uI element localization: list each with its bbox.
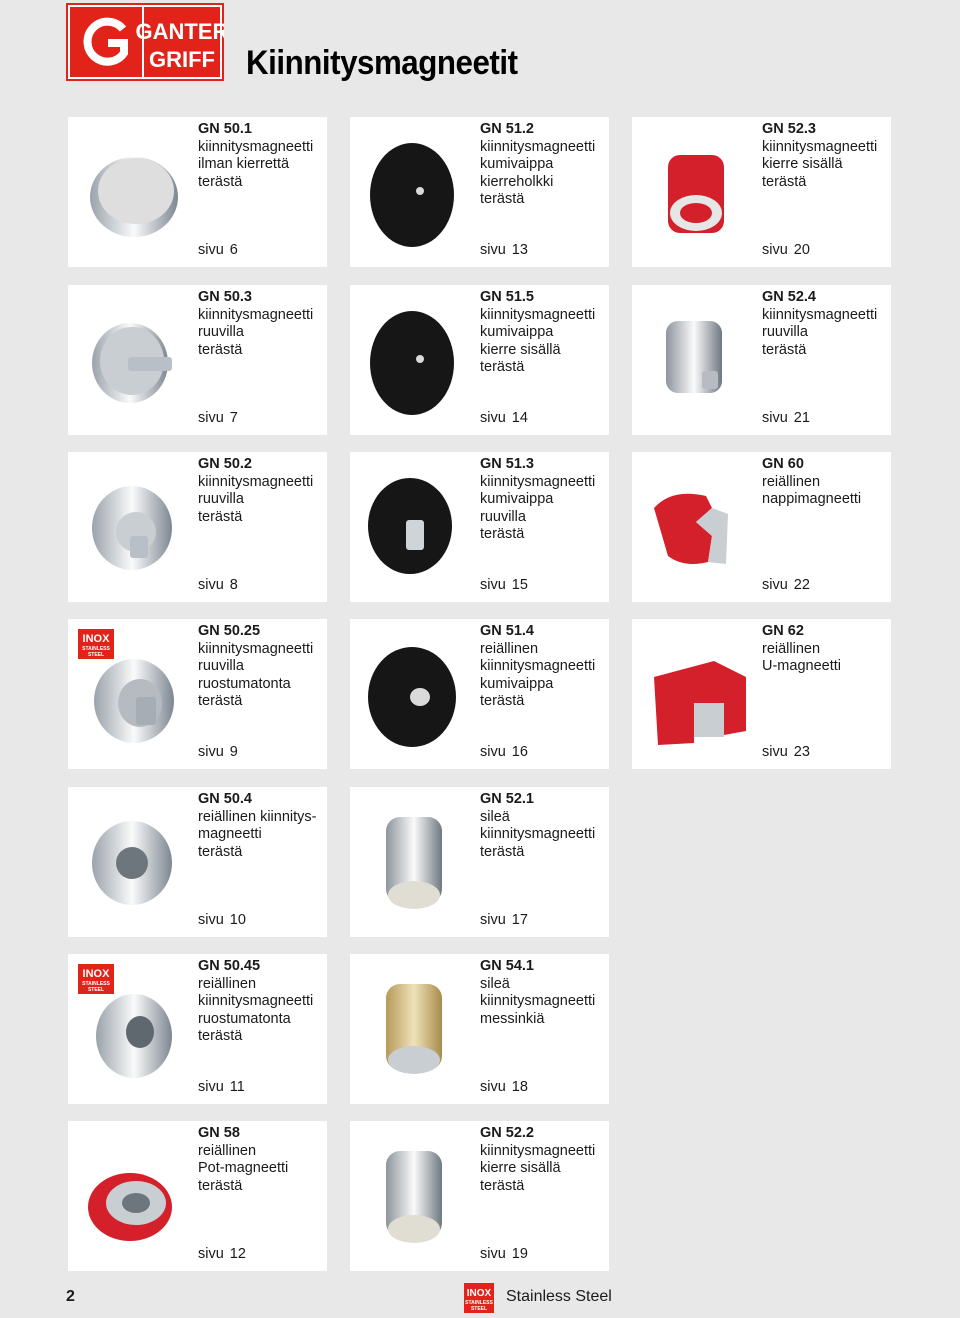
product-code: GN 51.4 [480,623,534,639]
product-spec-line: ruuvilla [198,324,244,340]
rubber-disc-icon [350,285,474,435]
rubber-disc-hole-icon [350,619,474,769]
product-spec-line: reiällinen kiinnitys- [198,808,317,825]
product-spec-line: terästä [198,693,243,709]
page-reference[interactable] [198,242,238,258]
page-label: sivu [480,744,506,760]
page-no: 23 [793,744,810,760]
product-spec-line: kiinnitysmagneetti [480,993,596,1009]
product-spec-line: ilman kierrettä [198,156,290,172]
product-code: GN 58 [198,1125,240,1141]
product-card[interactable] [68,1121,327,1271]
svg-text:STEEL: STEEL [470,1306,488,1312]
product-description [198,958,313,1046]
product-spec-line: terästä [480,359,525,375]
page-no: 17 [511,912,528,928]
product-card[interactable] [350,1121,609,1271]
product-spec-line: terästä [480,1177,525,1194]
product-code: GN 54.1 [480,958,534,974]
red-u-magnet-icon [632,619,756,769]
product-description [762,289,877,359]
product-spec-line: kiinnitysmagneetti [198,640,314,657]
product-code: GN 51.2 [480,121,534,137]
product-spec-line: Pot-magneetti [198,1160,289,1176]
page-reference[interactable] [762,744,810,760]
page-label: sivu [198,1246,224,1262]
rubber-disc-bolt-icon [350,452,474,602]
svg-text:STAINLESS: STAINLESS [82,646,110,652]
product-spec-line: terästä [198,341,243,358]
page-label: sivu [198,744,224,760]
product-spec-line: kiinnitysmagneetti [480,826,596,842]
product-code: GN 52.4 [762,289,816,305]
product-spec-line: terästä [480,843,525,860]
page-no: 21 [793,410,810,426]
page-no: 8 [229,577,238,593]
product-spec-line: kiinnitysmagneetti [762,306,878,323]
product-spec-line: ruuvilla [762,324,808,340]
product-description [762,121,877,191]
product-description [198,791,316,861]
page-label: sivu [198,242,224,258]
page-no: 20 [793,242,810,258]
product-spec-line: kierre sisällä [480,341,561,358]
product-code: GN 50.1 [198,121,252,137]
product-spec-line: reiällinen [762,473,821,490]
product-spec-line: terästä [762,173,807,190]
product-spec-line: kierre sisällä [480,1160,561,1176]
product-spec-line: ruuvilla [198,491,244,507]
product-spec-line: kiinnitysmagneetti [480,306,596,323]
product-spec-line: kiinnitysmagneetti [198,138,314,155]
svg-text:STEEL: STEEL [87,987,105,993]
page-reference[interactable] [198,1246,246,1262]
svg-text:INOX: INOX [82,968,110,980]
ganter-griff-logo [66,3,224,81]
page-reference[interactable] [198,410,238,426]
page-label: sivu [480,1246,506,1262]
product-card[interactable] [632,285,891,435]
page-no: 12 [229,1246,246,1262]
product-code: GN 50.2 [198,456,252,472]
product-description [198,121,313,191]
page-reference[interactable] [762,577,810,593]
product-code: GN 50.4 [198,791,252,807]
product-spec-line: reiällinen [480,640,539,657]
product-spec-line: terästä [480,526,525,542]
product-card[interactable] [350,619,609,769]
page-label: sivu [762,744,788,760]
product-spec-line: reiällinen [762,640,821,657]
product-card[interactable] [68,954,327,1104]
product-description [198,1125,288,1195]
product-spec-line: ruostumatonta [198,675,291,692]
page-no: 6 [229,242,238,258]
inox-badge-icon [464,1283,494,1318]
page-label: sivu [480,912,506,928]
rubber-disc-icon [350,117,474,267]
product-card[interactable] [632,619,891,769]
product-card[interactable] [350,285,609,435]
silver-cylinder-bolt-icon [632,285,756,435]
svg-text:STAINLESS: STAINLESS [82,981,110,987]
svg-text:INOX: INOX [82,633,110,645]
product-spec-line: U-magneetti [762,658,841,674]
silver-disc-stud-icon [68,452,192,602]
page-number: 2 [66,1288,75,1305]
svg-text:GRIFF: GRIFF [149,47,215,72]
product-code: GN 52.2 [480,1125,534,1141]
stainless-steel-label: Stainless Steel [506,1288,612,1305]
product-card[interactable] [68,285,327,435]
product-spec-line: terästä [480,693,525,709]
product-spec-line: nappimagneetti [762,491,862,507]
page-reference[interactable] [198,744,238,760]
red-pot-magnet-icon [68,1121,192,1271]
page-label: sivu [480,410,506,426]
product-code: GN 60 [762,456,804,472]
page-label: sivu [762,577,788,593]
page-reference[interactable] [762,242,810,258]
svg-text:STEEL: STEEL [87,652,105,658]
page-no: 13 [511,242,528,258]
page-label: sivu [198,577,224,593]
product-spec-line: terästä [480,191,525,207]
product-description [480,791,595,861]
product-spec-line: reiällinen [198,1142,257,1159]
product-description [762,456,861,509]
page-reference[interactable] [762,410,810,426]
product-spec-line: kiinnitysmagneetti [198,993,314,1009]
page-reference[interactable] [198,577,238,593]
product-card[interactable] [68,787,327,937]
product-spec-line: kiinnitysmagneetti [480,1142,596,1159]
silver-disc-icon [68,117,192,267]
product-spec-line: ruuvilla [198,658,244,674]
product-spec-line: messinkiä [480,1010,545,1027]
product-spec-line: reiällinen [198,975,257,992]
page-reference[interactable] [480,744,528,760]
product-spec-line: sileä [480,975,510,992]
product-spec-line: kumivaippa [480,491,554,507]
product-spec-line: terästä [762,341,807,358]
product-code: GN 51.3 [480,456,534,472]
page-label: sivu [762,410,788,426]
product-spec-line: kiinnitysmagneetti [480,138,596,155]
page-label: sivu [480,577,506,593]
product-spec-line: kierre sisällä [762,156,843,172]
product-spec-line: terästä [198,1177,243,1194]
page-no: 9 [229,744,238,760]
page-label: sivu [198,410,224,426]
page-label: sivu [762,242,788,258]
inox-badge-icon [78,629,114,664]
page-no: 15 [511,577,528,593]
page-reference[interactable] [480,912,528,928]
page-label: sivu [198,912,224,928]
product-description [198,456,313,526]
page-no: 14 [511,410,528,426]
product-spec-line: kiinnitysmagneetti [480,658,596,674]
product-code: GN 50.25 [198,623,261,639]
page-reference[interactable] [198,1079,245,1095]
page-reference[interactable] [480,1246,528,1262]
page-no: 10 [229,912,246,928]
svg-text:GANTER: GANTER [135,19,224,44]
product-spec-line: ruostumatonta [198,1010,291,1027]
product-spec-line: magneetti [198,826,262,842]
svg-text:INOX: INOX [466,1288,492,1299]
product-description [480,958,595,1028]
red-button-magnet-icon [632,452,756,602]
product-code: GN 52.3 [762,121,816,137]
page-reference[interactable] [480,577,528,593]
product-code: GN 51.5 [480,289,534,305]
page-label: sivu [480,242,506,258]
product-spec-line: kierreholkki [480,173,554,190]
product-card[interactable] [632,117,891,267]
product-code: GN 50.45 [198,958,261,974]
product-description [762,623,841,676]
product-spec-line: kiinnitysmagneetti [762,138,878,155]
product-description [480,121,595,209]
page-reference[interactable] [198,912,246,928]
product-card[interactable] [350,452,609,602]
page-no: 11 [229,1079,245,1095]
product-spec-line: kumivaippa [480,675,554,692]
product-spec-line: terästä [198,508,243,525]
product-card[interactable] [68,452,327,602]
product-code: GN 62 [762,623,804,639]
product-card[interactable] [350,954,609,1104]
page-reference[interactable] [480,242,528,258]
product-description [480,1125,595,1195]
page-no: 7 [229,410,238,426]
product-spec-line: kiinnitysmagneetti [198,473,314,490]
brass-cylinder-icon [350,954,474,1104]
page-label: sivu [480,1079,506,1095]
product-card[interactable] [68,619,327,769]
product-spec-line: kumivaippa [480,156,554,172]
silver-cylinder-icon [350,787,474,937]
product-code: GN 50.3 [198,289,252,305]
page-no: 18 [511,1079,528,1095]
product-spec-line: ruuvilla [480,508,526,525]
product-spec-line: kiinnitysmagneetti [480,473,596,490]
svg-text:STAINLESS: STAINLESS [465,1300,493,1306]
product-card[interactable] [68,117,327,267]
product-description [480,456,595,544]
product-card[interactable] [632,452,891,602]
product-card[interactable] [350,787,609,937]
product-spec-line: terästä [198,173,243,190]
header [0,0,960,100]
silver-cylinder-icon [350,1121,474,1271]
product-description [480,623,595,711]
inox-badge-icon [78,964,114,999]
red-cylinder-icon [632,117,756,267]
page-no: 16 [511,744,528,760]
page-reference[interactable] [480,1079,528,1095]
product-spec-line: sileä [480,808,510,825]
product-code: GN 52.1 [480,791,534,807]
product-description [198,623,313,711]
silver-disc-hole-icon [68,787,192,937]
product-spec-line: terästä [198,843,243,860]
product-card[interactable] [350,117,609,267]
page-no: 22 [793,577,810,593]
page-no: 19 [511,1246,528,1262]
product-description [480,289,595,377]
product-description [198,289,313,359]
silver-disc-bolt-icon [68,285,192,435]
product-spec-line: kiinnitysmagneetti [198,306,314,323]
product-spec-line: kumivaippa [480,324,554,340]
page-label: sivu [198,1079,224,1095]
product-spec-line: terästä [198,1028,243,1044]
page-title: Kiinnitysmagneetit [246,44,518,82]
page-reference[interactable] [480,410,528,426]
